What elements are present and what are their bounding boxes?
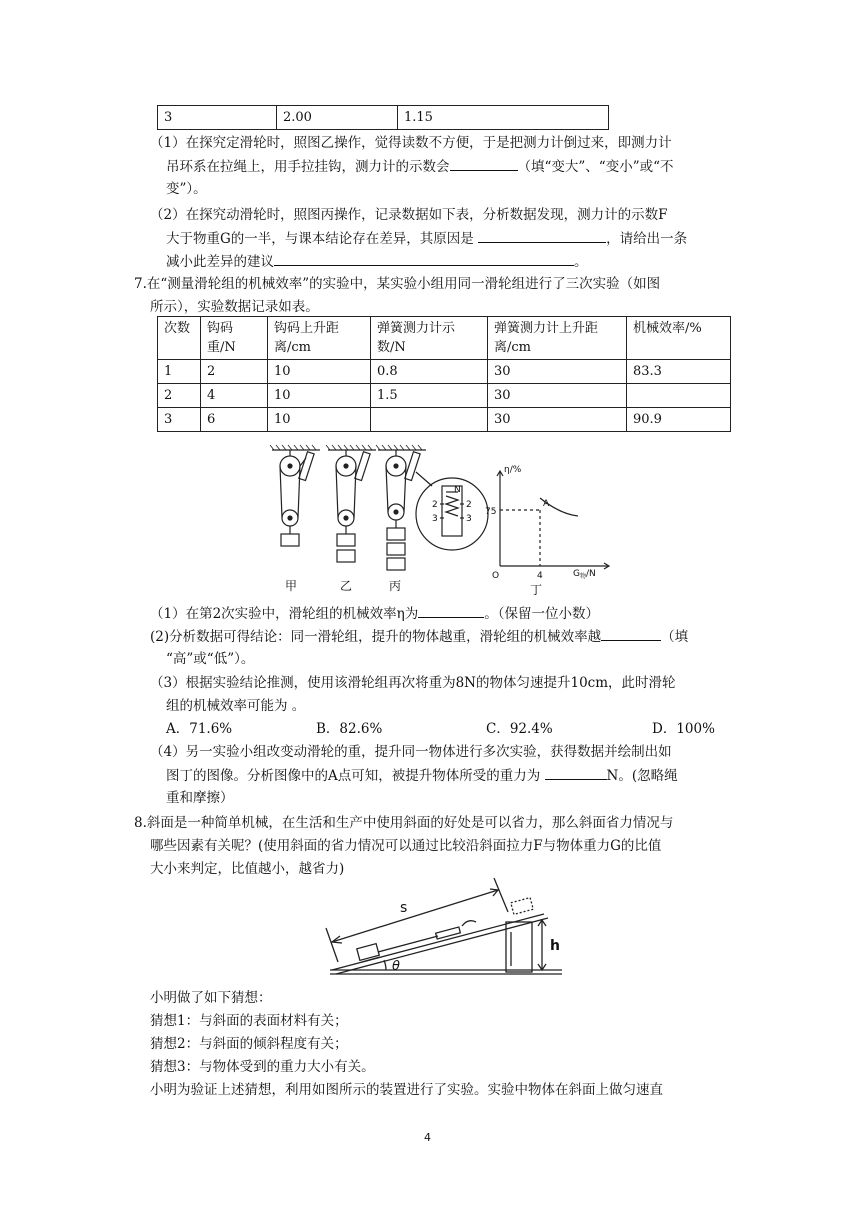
table-cell: 4: [201, 384, 268, 408]
option-c[interactable]: C．92.4%: [486, 721, 553, 737]
figure-label-jia: 甲: [285, 579, 298, 593]
header-cell: 次数: [158, 317, 201, 360]
top-data-table: [157, 105, 609, 130]
q7-sub2-line2: “高”或“低”）。: [166, 651, 255, 667]
graph-y-label: η/%: [504, 465, 522, 475]
q6-part2-line1: （2）在探究动滑轮时，照图丙操作，记录数据如下表，分析数据发现，测力计的示数F: [150, 207, 668, 223]
table-cell: 2.00: [277, 106, 398, 130]
graph-x-label: [573, 569, 596, 580]
table-cell: 1.5: [371, 384, 488, 408]
text: ，请给出一条: [606, 231, 688, 247]
text: (2)分析数据可得结论：同一滑轮组，提升的物体越重，滑轮组的机械效率越: [150, 629, 602, 645]
text: （填: [661, 629, 689, 645]
option-a[interactable]: A．71.6%: [166, 721, 233, 737]
table-row: [158, 384, 731, 408]
pulley-figures: [260, 442, 620, 602]
answer-blank[interactable]: [450, 156, 518, 171]
incline-theta-label: θ: [392, 959, 400, 974]
text: G: [573, 569, 580, 579]
q7-stem-line2: 所示），实验数据记录如表。: [150, 299, 319, 315]
q6-part1-line2: [166, 156, 674, 177]
option-b[interactable]: B．82.6%: [316, 721, 383, 737]
q7-sub2-line1: [150, 626, 688, 647]
q7-sub1: [150, 603, 599, 624]
q7-sub3-line1: （3）根据实验结论推测，使用该滑轮组再次将重为8N的物体匀速提升10cm，此时滑轮: [150, 675, 676, 691]
text: 减小此差异的建议: [166, 254, 274, 270]
q6-part1-line1: （1）在探究定滑轮时，照图乙操作，觉得读数不方便，于是把测力计倒过来，即测力计: [150, 135, 672, 151]
figure-label-yi: 乙: [340, 579, 353, 593]
answer-blank[interactable]: [545, 765, 607, 780]
text: 。（保留一位小数）: [484, 606, 600, 622]
table-cell: 90.9: [627, 408, 731, 432]
q7-data-table: [157, 316, 731, 432]
table-cell: 1: [158, 360, 201, 384]
figure-label-bing: 丙: [389, 579, 402, 593]
text: （填“变大”、“变小”或“不: [517, 159, 674, 175]
q6-part1-line3: 变”）。: [166, 181, 207, 197]
scale-unit-label: N: [454, 485, 461, 495]
table-cell: 2: [201, 360, 268, 384]
graph-origin-label: O: [492, 571, 500, 581]
graph-x-tick-4: 4: [537, 571, 543, 581]
text: 吊环系在拉绳上，用手拉挂钩，测力计的示数会: [166, 159, 450, 175]
table-cell: 30: [488, 408, 627, 432]
q7-stem-line1: 7.在“测量滑轮组的机械效率”的实验中，某实验小组用同一滑轮组进行了三次实验（如图: [134, 276, 661, 292]
answer-blank[interactable]: [601, 626, 661, 641]
graph-point-a-label: A: [543, 499, 550, 509]
table-cell: 83.3: [627, 360, 731, 384]
text: /N: [586, 569, 596, 579]
scale-tick-label: 2: [466, 500, 472, 510]
scale-tick-label: 3: [466, 514, 472, 524]
page-number: 4: [424, 1131, 431, 1144]
table-cell: 10: [268, 408, 371, 432]
table-cell: 30: [488, 384, 627, 408]
table-row: [158, 360, 731, 384]
graph-y-tick-75: 75: [485, 507, 497, 517]
text: （1）在第2次实验中，滑轮组的机械效率η为: [150, 606, 419, 622]
answer-blank[interactable]: [274, 251, 574, 266]
q8-stem-line2: 哪些因素有关呢？(使用斜面的省力情况可以通过比较沿斜面拉力F与物体重力G的比值: [150, 838, 662, 854]
header-cell: 弹簧测力计上升距离/cm: [488, 317, 627, 360]
q8-last-line: 小明为验证上述猜想，利用如图所示的装置进行了实验。实验中物体在斜面上做匀速直: [150, 1082, 663, 1098]
q8-stem-line1: 8.斜面是一种简单机械，在生活和生产中使用斜面的好处是可以省力，那么斜面省力情况与: [134, 815, 674, 831]
scale-tick-label: 3: [432, 514, 438, 524]
header-cell: 机械效率/%: [627, 317, 731, 360]
text: 。: [574, 254, 588, 270]
table-cell: 2: [158, 384, 201, 408]
table-cell: 10: [268, 360, 371, 384]
q7-sub3-line2: 组的机械效率可能为 。: [166, 698, 306, 714]
incline-h-label: h: [550, 938, 560, 954]
incline-s-label: s: [400, 900, 408, 916]
table-row: [158, 106, 609, 130]
table-cell: 0.8: [371, 360, 488, 384]
header-cell: 钩码重/N: [201, 317, 268, 360]
q8-guess-3: 猜想3：与物体受到的重力大小有关。: [150, 1059, 375, 1075]
q7-sub4-line2: [166, 765, 678, 786]
q8-stem-line3: 大小来判定，比值越小，越省力): [150, 861, 345, 877]
table-cell: 30: [488, 360, 627, 384]
text: 大于物重G的一半，与课本结论存在差异，其原因是: [166, 231, 474, 247]
q7-sub4-line3: 重和摩擦）: [166, 790, 234, 806]
header-cell: 钩码上升距离/cm: [268, 317, 371, 360]
answer-blank[interactable]: [418, 603, 484, 618]
table-cell: [371, 408, 488, 432]
q6-part2-line3: [166, 251, 588, 272]
header-cell: 弹簧测力计示数/N: [371, 317, 488, 360]
q7-sub4-line1: （4）另一实验小组改变动滑轮的重，提升同一物体进行多次实验，获得数据并绘制出如: [150, 744, 672, 760]
table-cell: 3: [158, 408, 201, 432]
table-cell: 3: [158, 106, 277, 130]
table-header-row: [158, 317, 731, 360]
text: N。(忽略绳: [606, 768, 678, 784]
table-cell: 6: [201, 408, 268, 432]
answer-blank[interactable]: [478, 228, 606, 243]
table-cell: 1.15: [398, 106, 609, 130]
text: 物: [579, 573, 586, 580]
table-cell: [627, 384, 731, 408]
q8-guess-intro: 小明做了如下猜想：: [150, 990, 272, 1006]
text: 图丁的图像。分析图像中的A点可知，被提升物体所受的重力为: [166, 768, 541, 784]
q8-guess-2: 猜想2：与斜面的倾斜程度有关；: [150, 1036, 348, 1052]
option-d[interactable]: D．100%: [652, 721, 715, 737]
incline-figure: [318, 872, 568, 982]
q6-part2-line2: [166, 228, 687, 249]
table-cell: 10: [268, 384, 371, 408]
scale-tick-label: 2: [432, 500, 438, 510]
q8-guess-1: 猜想1：与斜面的表面材料有关；: [150, 1013, 348, 1029]
figure-label-ding: 丁: [530, 583, 543, 597]
table-row: [158, 408, 731, 432]
